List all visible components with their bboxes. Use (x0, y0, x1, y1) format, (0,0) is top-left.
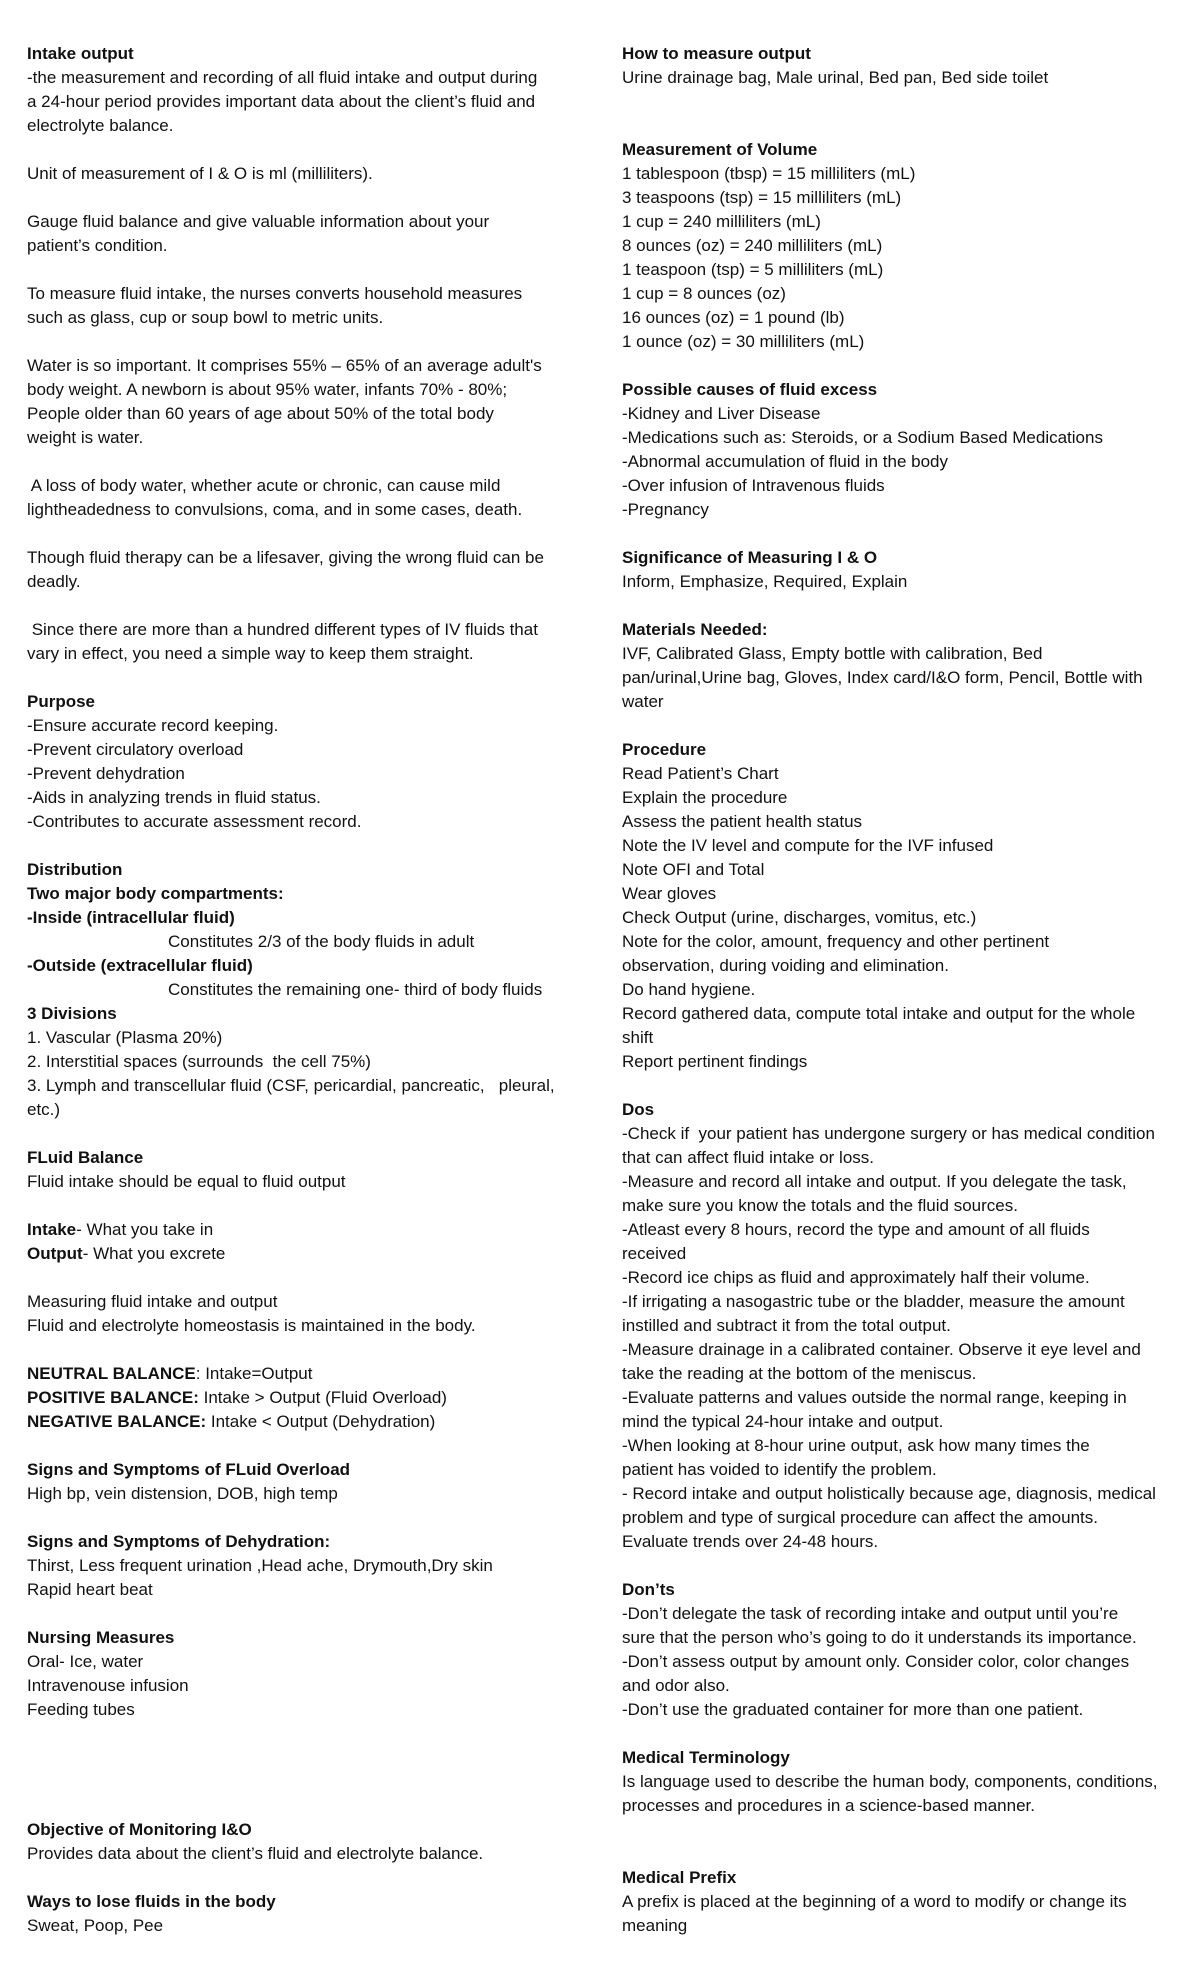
measuring-line: Measuring fluid intake and output (27, 1292, 278, 1311)
definitions-section (27, 1218, 612, 1266)
significance-line: Inform, Emphasize, Required, Explain (622, 572, 908, 591)
measure-intake-line: To measure fluid intake, the nurses converts household measures (27, 284, 523, 303)
ways-section (27, 1890, 612, 1938)
volume-section (622, 138, 1194, 354)
dos-line: Evaluate trends over 24-48 hours. (622, 1532, 879, 1551)
overload-line: High bp, vein distension, DOB, high temp (27, 1484, 338, 1503)
volume-line: 8 ounces (oz) = 240 milliliters (mL) (622, 236, 883, 255)
distribution-heading: Distribution (27, 860, 123, 879)
procedure-step: Wear gloves (622, 884, 717, 903)
excess-section (622, 378, 1194, 522)
procedure-step: Do hand hygiene. (622, 980, 756, 999)
dos-line: -Check if your patient has undergone surgery or has medical condition (622, 1124, 1155, 1143)
procedure-step: Note OFI and Total (622, 860, 765, 879)
excess-line: -Pregnancy (622, 500, 709, 519)
terminology-section (622, 1746, 1194, 1818)
left-column (27, 42, 612, 1938)
purpose-section (27, 690, 612, 834)
dos-line: take the reading at the bottom of the meniscus. (622, 1364, 977, 1383)
prefix-heading: Medical Prefix (622, 1868, 737, 1887)
dos-line: problem and type of surgical procedure can affect the amounts. (622, 1508, 1098, 1527)
nursing-measures-line: Feeding tubes (27, 1700, 135, 1719)
ways-heading: Ways to lose fluids in the body (27, 1892, 276, 1911)
iv-fluids-line: Since there are more than a hundred different types of IV fluids that (27, 620, 538, 639)
output-definition (27, 1242, 612, 1266)
dos-line: make sure you know the totals and the fluid sources. (622, 1196, 1018, 1215)
purpose-item: -Aids in analyzing trends in fluid status. (27, 788, 321, 807)
dos-line: - Record intake and output holistically because age, diagnosis, medical (622, 1484, 1156, 1503)
dos-line: that can affect fluid intake or loss. (622, 1148, 874, 1167)
water-loss-line: A loss of body water, whether acute or chronic, can cause mild (27, 476, 501, 495)
iv-fluids-line: vary in effect, you need a simple way to keep them straight. (27, 644, 474, 663)
how-output-line: Urine drainage bag, Male urinal, Bed pan, Bed side toilet (622, 68, 1049, 87)
volume-line: 16 ounces (oz) = 1 pound (lb) (622, 308, 845, 327)
intake-label: Intake (27, 1220, 77, 1239)
purpose-item: -Prevent dehydration (27, 764, 185, 783)
iv-fluids-section (27, 618, 612, 666)
donts-line: -Don’t delegate the task of recording intake and output until you’re (622, 1604, 1119, 1623)
dehydration-line: Rapid heart beat (27, 1580, 153, 1599)
volume-line: 1 cup = 8 ounces (oz) (622, 284, 786, 303)
dehydration-heading: Signs and Symptoms of Dehydration: (27, 1532, 331, 1551)
dos-line: mind the typical 24-hour intake and output. (622, 1412, 944, 1431)
dos-line: -Atleast every 8 hours, record the type and amount of all fluids (622, 1220, 1090, 1239)
procedure-step: observation, during voiding and elimination. (622, 956, 949, 975)
overload-heading: Signs and Symptoms of FLuid Overload (27, 1460, 351, 1479)
dos-line: instilled and subtract it from the total output. (622, 1316, 951, 1335)
donts-line: and odor also. (622, 1676, 730, 1695)
significance-heading: Significance of Measuring I & O (622, 548, 878, 567)
water-loss-line: lightheadedness to convulsions, coma, and in some cases, death. (27, 500, 523, 519)
unit-section (27, 162, 612, 186)
purpose-item: -Prevent circulatory overload (27, 740, 244, 759)
donts-line: -Don’t use the graduated container for more than one patient. (622, 1700, 1084, 1719)
intake-definition (27, 1218, 612, 1242)
gauge-line: patient’s condition. (27, 236, 168, 255)
division-item: 3. Lymph and transcellular fluid (CSF, pericardial, pancreatic, pleural, (27, 1076, 555, 1095)
measure-intake-section (27, 282, 612, 330)
intake-text: - What you take in (76, 1220, 214, 1239)
purpose-item: -Contributes to accurate assessment record. (27, 812, 362, 831)
intake-output-heading: Intake output (27, 44, 134, 63)
measuring-line: Fluid and electrolyte homeostasis is maintained in the body. (27, 1316, 476, 1335)
dos-section (622, 1098, 1194, 1554)
dehydration-line: Thirst, Less frequent urination ,Head ache, Drymouth,Dry skin (27, 1556, 493, 1575)
intake-output-line: electrolyte balance. (27, 116, 174, 135)
significance-section (622, 546, 1194, 594)
intake-output-line: -the measurement and recording of all fluid intake and output during (27, 68, 538, 87)
overload-section (27, 1458, 612, 1506)
negative-balance (27, 1410, 612, 1434)
output-text: - What you excrete (82, 1244, 226, 1263)
objective-section (27, 1818, 612, 1866)
nursing-measures-line: Oral- Ice, water (27, 1652, 144, 1671)
volume-heading: Measurement of Volume (622, 140, 818, 159)
volume-line: 1 teaspoon (tsp) = 5 milliliters (mL) (622, 260, 884, 279)
balance-label: NEGATIVE BALANCE: (27, 1412, 207, 1431)
measure-intake-line: such as glass, cup or soup bowl to metric units. (27, 308, 384, 327)
nursing-measures-section (27, 1626, 612, 1722)
procedure-step: Note the IV level and compute for the IVF infused (622, 836, 994, 855)
procedure-step: shift (622, 1028, 654, 1047)
fluid-therapy-section (27, 546, 612, 594)
balances-section (27, 1362, 612, 1434)
balance-label: NEUTRAL BALANCE (27, 1364, 196, 1383)
inside-compartment-label: -Inside (intracellular fluid) (27, 908, 235, 927)
dos-heading: Dos (622, 1100, 655, 1119)
intake-output-line: a 24-hour period provides important data about the client’s fluid and (27, 92, 536, 111)
fluid-balance-line: Fluid intake should be equal to fluid output (27, 1172, 346, 1191)
how-output-heading: How to measure output (622, 44, 811, 63)
procedure-step: Report pertinent findings (622, 1052, 808, 1071)
terminology-line: processes and procedures in a science-based manner. (622, 1796, 1035, 1815)
procedure-step: Assess the patient health status (622, 812, 863, 831)
materials-line: water (622, 692, 664, 711)
fluid-therapy-line: deadly. (27, 572, 81, 591)
water-line: weight is water. (27, 428, 144, 447)
procedure-step: Record gathered data, compute total intake and output for the whole (622, 1004, 1136, 1023)
outside-compartment-text: Constitutes the remaining one- third of body fluids (168, 980, 543, 999)
donts-heading: Don’ts (622, 1580, 675, 1599)
dos-line: patient has voided to identify the problem. (622, 1460, 937, 1479)
procedure-step: Explain the procedure (622, 788, 788, 807)
intake-output-section (27, 42, 612, 138)
division-item: etc.) (27, 1100, 61, 1119)
terminology-line: Is language used to describe the human body, components, conditions, (622, 1772, 1158, 1791)
donts-line: sure that the person who’s going to do it understands its importance. (622, 1628, 1137, 1647)
volume-line: 1 tablespoon (tbsp) = 15 milliliters (mL) (622, 164, 916, 183)
volume-line: 1 ounce (oz) = 30 milliliters (mL) (622, 332, 865, 351)
materials-section (622, 618, 1194, 714)
procedure-step: Read Patient’s Chart (622, 764, 779, 783)
prefix-section (622, 1866, 1194, 1938)
excess-line: -Kidney and Liver Disease (622, 404, 821, 423)
dos-line: -Measure and record all intake and output. If you delegate the task, (622, 1172, 1127, 1191)
inside-compartment-text: Constitutes 2/3 of the body fluids in adult (168, 932, 475, 951)
balance-text: : Intake=Output (195, 1364, 313, 1383)
procedure-step: Check Output (urine, discharges, vomitus, etc.) (622, 908, 977, 927)
purpose-item: -Ensure accurate record keeping. (27, 716, 279, 735)
objective-heading: Objective of Monitoring I&O (27, 1820, 252, 1839)
prefix-line: meaning (622, 1916, 688, 1935)
ways-line: Sweat, Poop, Pee (27, 1916, 164, 1935)
balance-label: POSITIVE BALANCE: (27, 1388, 199, 1407)
distribution-section (27, 858, 612, 1122)
materials-line: IVF, Calibrated Glass, Empty bottle with calibration, Bed (622, 644, 1043, 663)
division-item: 2. Interstitial spaces (surrounds the cell 75%) (27, 1052, 371, 1071)
fluid-balance-heading: FLuid Balance (27, 1148, 144, 1167)
procedure-heading: Procedure (622, 740, 707, 759)
excess-heading: Possible causes of fluid excess (622, 380, 878, 399)
nursing-measures-line: Intravenouse infusion (27, 1676, 189, 1695)
dos-line: -Record ice chips as fluid and approximately half their volume. (622, 1268, 1090, 1287)
outside-compartment-label: -Outside (extracellular fluid) (27, 956, 253, 975)
balance-text: Intake < Output (Dehydration) (206, 1412, 436, 1431)
dos-line: -Evaluate patterns and values outside the normal range, keeping in (622, 1388, 1127, 1407)
how-output-section (622, 42, 1194, 90)
right-column (622, 42, 1194, 1938)
neutral-balance (27, 1362, 612, 1386)
unit-line: Unit of measurement of I & O is ml (milliliters). (27, 164, 373, 183)
procedure-section (622, 738, 1194, 1074)
prefix-line: A prefix is placed at the beginning of a word to modify or change its (622, 1892, 1127, 1911)
volume-line: 1 cup = 240 milliliters (mL) (622, 212, 821, 231)
divisions-heading: 3 Divisions (27, 1004, 117, 1023)
gauge-section (27, 210, 612, 258)
procedure-step: Note for the color, amount, frequency and other pertinent (622, 932, 1050, 951)
purpose-heading: Purpose (27, 692, 96, 711)
output-label: Output (27, 1244, 83, 1263)
donts-line: -Don’t assess output by amount only. Consider color, color changes (622, 1652, 1130, 1671)
water-section (27, 354, 612, 450)
fluid-therapy-line: Though fluid therapy can be a lifesaver, giving the wrong fluid can be (27, 548, 544, 567)
division-item: 1. Vascular (Plasma 20%) (27, 1028, 223, 1047)
excess-line: -Over infusion of Intravenous fluids (622, 476, 885, 495)
materials-line: pan/urinal,Urine bag, Gloves, Index card/I&O form, Pencil, Bottle with (622, 668, 1143, 687)
gauge-line: Gauge fluid balance and give valuable information about your (27, 212, 490, 231)
dos-line: -Measure drainage in a calibrated container. Observe it eye level and (622, 1340, 1141, 1359)
materials-heading: Materials Needed: (622, 620, 768, 639)
dos-line: -If irrigating a nasogastric tube or the bladder, measure the amount (622, 1292, 1125, 1311)
balance-text: Intake > Output (Fluid Overload) (198, 1388, 447, 1407)
water-loss-section (27, 474, 612, 522)
donts-section (622, 1578, 1194, 1722)
excess-line: -Abnormal accumulation of fluid in the body (622, 452, 949, 471)
dos-line: -When looking at 8-hour urine output, ask how many times the (622, 1436, 1090, 1455)
positive-balance (27, 1386, 612, 1410)
water-line: body weight. A newborn is about 95% water, infants 70% - 80%; (27, 380, 508, 399)
dehydration-section (27, 1530, 612, 1602)
dos-line: received (622, 1244, 687, 1263)
measuring-section (27, 1290, 612, 1338)
fluid-balance-section (27, 1146, 612, 1194)
nursing-measures-heading: Nursing Measures (27, 1628, 175, 1647)
volume-line: 3 teaspoons (tsp) = 15 milliliters (mL) (622, 188, 902, 207)
water-line: People older than 60 years of age about 50% of the total body (27, 404, 494, 423)
excess-line: -Medications such as: Steroids, or a Sodium Based Medications (622, 428, 1103, 447)
compartments-subheading: Two major body compartments: (27, 884, 284, 903)
water-line: Water is so important. It comprises 55% – 65% of an average adult's (27, 356, 542, 375)
terminology-heading: Medical Terminology (622, 1748, 790, 1767)
objective-line: Provides data about the client’s fluid and electrolyte balance. (27, 1844, 484, 1863)
